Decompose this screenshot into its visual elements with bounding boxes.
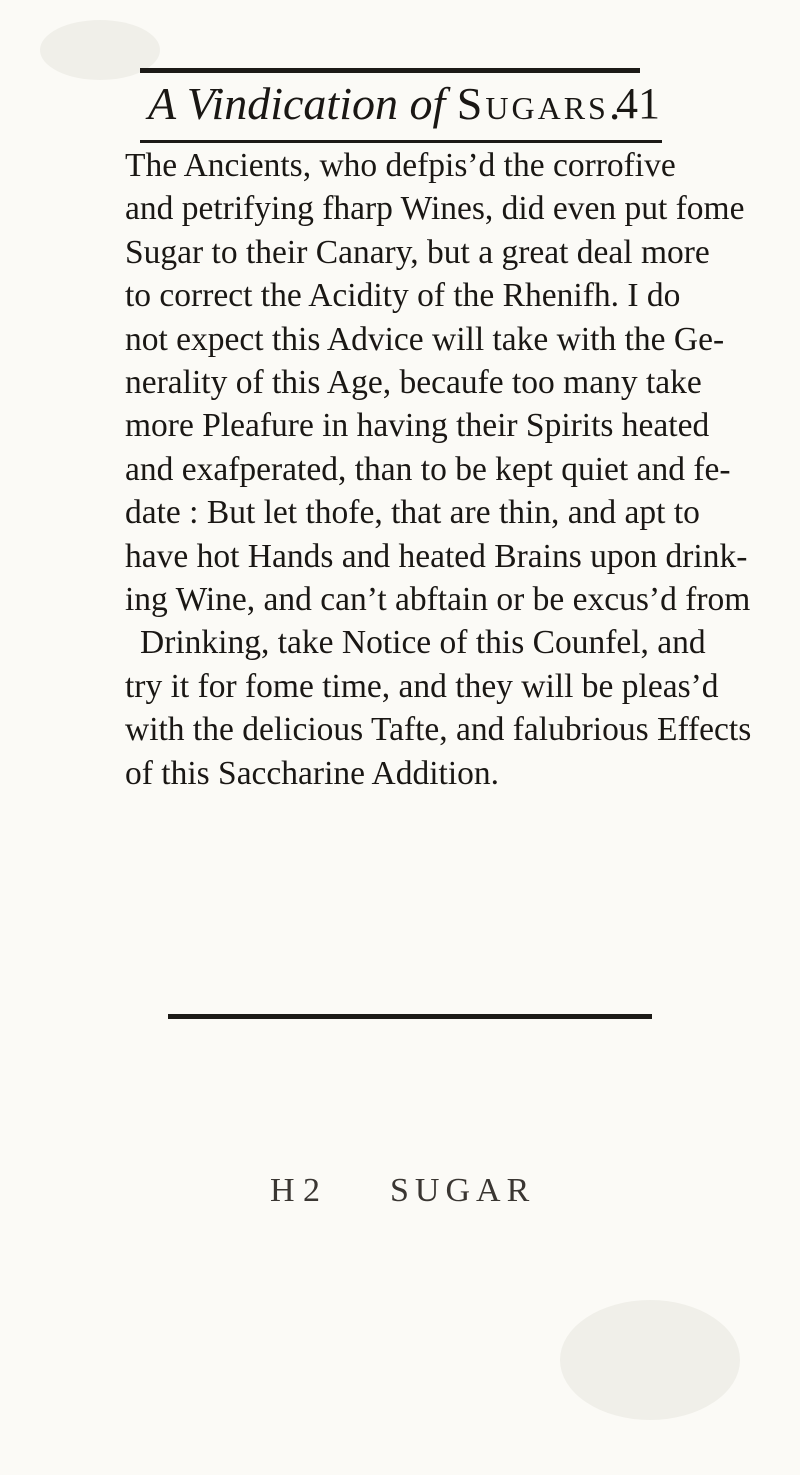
text-line: to correct the Acidity of the Rhenifh. I do (125, 277, 681, 315)
paper-stain (560, 1300, 740, 1420)
running-title-caps: Sugars. (456, 78, 624, 129)
text-line: ing Wine, and can’t abftain or be excus’d from (125, 581, 751, 619)
text-line: and petrifying fharp Wines, did even put fome (125, 190, 745, 228)
catchword: SUGAR (390, 1172, 536, 1209)
text-line: The Ancients, who defpis’d the corrofive (125, 147, 676, 184)
text-line: and exafperated, than to be kept quiet and fe- (125, 450, 731, 488)
text-line: of this Saccharine Addition. (125, 754, 500, 792)
running-header (140, 76, 660, 136)
text-line: date : But let thofe, that are thin, and apt to (125, 494, 700, 532)
text-line: try it for fome time, and they will be pleas’d (125, 667, 719, 705)
bottom-rule (168, 1014, 652, 1019)
text-line: nerality of this Age, becaufe too many take (125, 364, 702, 402)
body-paragraph (125, 144, 752, 795)
text-line: with the delicious Tafte, and falubrious Effects (125, 711, 752, 749)
text-line: have hot Hands and heated Brains upon drink- (125, 537, 748, 575)
header-rule (140, 140, 662, 143)
top-rule (140, 68, 640, 73)
text-line: Drinking, take Notice of this Counfel, and (140, 624, 706, 662)
running-title-italic: A Vindication of (148, 78, 446, 129)
text-line: Sugar to their Canary, but a great deal more (125, 233, 710, 271)
page-number: 41 (616, 79, 660, 128)
page-footer (270, 1166, 660, 1216)
running-title (148, 76, 623, 132)
signature-mark: H 2 (270, 1172, 321, 1209)
text-line: not expect this Advice will take with the Ge- (125, 320, 725, 358)
text-line: more Pleafure in having their Spirits heated (125, 407, 710, 445)
